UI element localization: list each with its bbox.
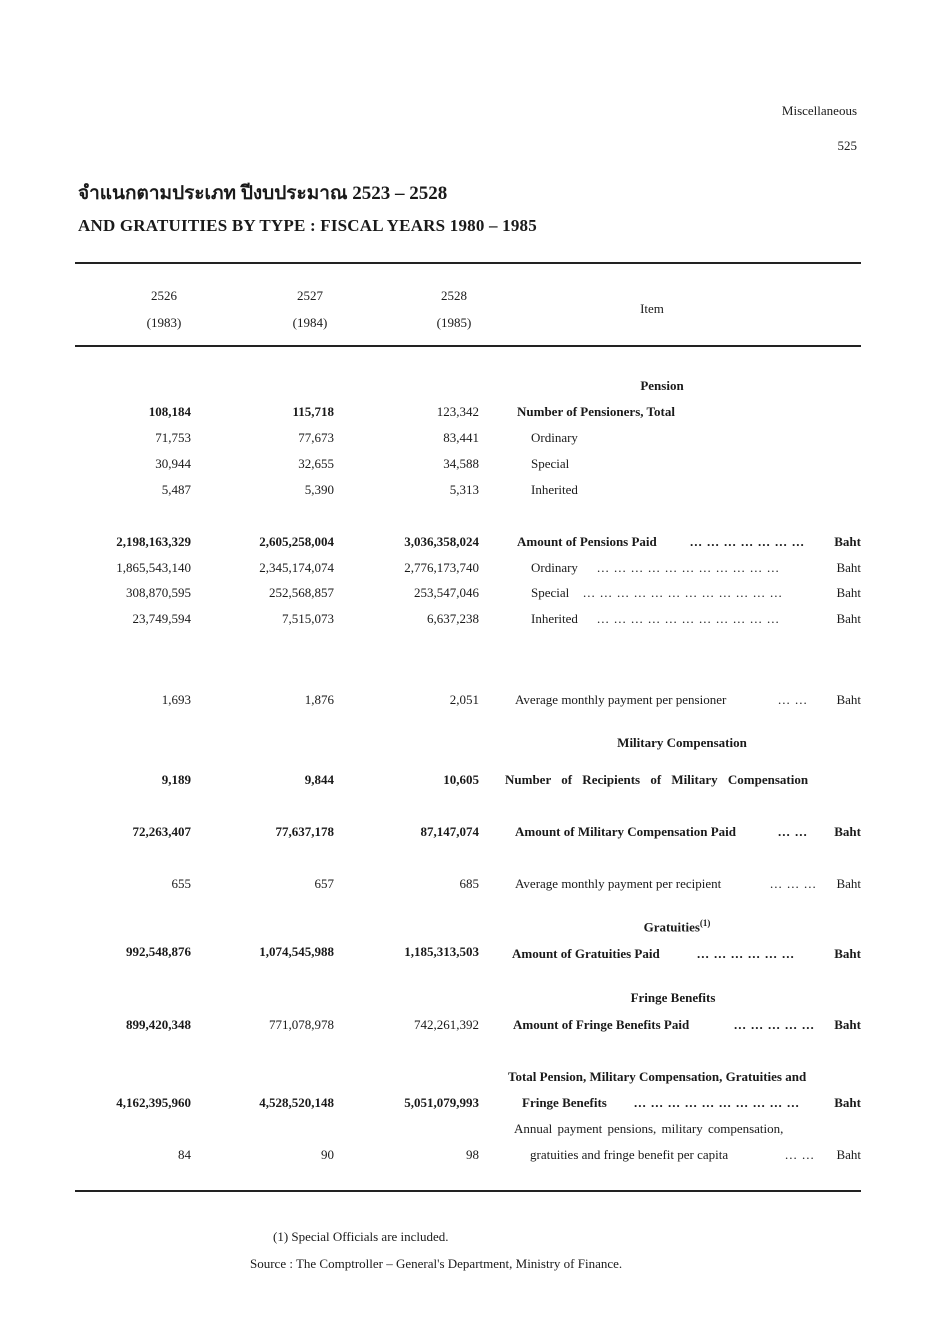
leader-dots: ... ... ... ... ... ... ... ... ... ... ... [597, 611, 780, 626]
cell-2527: 657 [314, 876, 334, 891]
section-military-compensation: Military Compensation [617, 735, 747, 750]
row-label: Special [531, 585, 570, 600]
cell-2526: 1,693 [161, 692, 191, 707]
leader-dots: ... ... [778, 692, 808, 707]
top-rule [75, 262, 861, 264]
row-label: Amount of Fringe Benefits Paid [513, 1017, 690, 1032]
unit-label: Baht [834, 534, 861, 549]
unit-label: Baht [836, 611, 861, 626]
row-label: Number of Pensioners, Total [517, 404, 675, 419]
cell-2528: 83,441 [443, 430, 479, 445]
cell-2528: 742,261,392 [414, 1017, 479, 1032]
cell-2528: 1,185,313,503 [404, 944, 479, 959]
unit-label: Baht [836, 585, 861, 600]
cell-2526: 308,870,595 [126, 585, 191, 600]
footnote-1: (1) Special Officials are included. [273, 1229, 449, 1244]
row-label: Inherited [531, 611, 578, 626]
col-header-2528-year: 2528 [441, 288, 467, 303]
cell-2528: 5,313 [449, 482, 479, 497]
cell-2526: 992,548,876 [126, 944, 191, 959]
section-pension: Pension [640, 378, 684, 393]
col-header-2527-ce: (1984) [292, 315, 328, 330]
leader-dots: ... ... ... ... ... ... ... [690, 534, 805, 549]
bottom-rule [75, 1190, 861, 1192]
unit-label: Baht [834, 1095, 861, 1110]
cell-2526: 655 [171, 876, 191, 891]
leader-dots: ... ... [778, 824, 808, 839]
row-label: Average monthly payment per recipient [515, 876, 722, 891]
table-title-thai: จำแนกตามประเภท ปีงบประมาณ 2523 – 2528 [78, 183, 448, 204]
unit-label: Baht [836, 692, 861, 707]
cell-2527: 115,718 [292, 404, 334, 419]
leader-dots: ... ... ... ... ... ... ... ... ... ... [634, 1095, 800, 1110]
cell-2527: 2,605,258,004 [259, 534, 334, 549]
row-label: Ordinary [531, 430, 578, 445]
cell-2527: 77,637,178 [275, 824, 334, 839]
cell-2527: 252,568,857 [269, 585, 334, 600]
row-label: Amount of Military Compensation Paid [515, 824, 736, 839]
cell-2528: 98 [466, 1147, 479, 1162]
cell-2526: 2,198,163,329 [116, 534, 191, 549]
row-label: Amount of Pensions Paid [517, 534, 657, 549]
row-label: Number of Recipients of Military Compensation [505, 772, 809, 787]
leader-dots: ... ... ... ... ... [734, 1017, 815, 1032]
cell-2527: 77,673 [298, 430, 334, 445]
cell-2526: 108,184 [148, 404, 191, 419]
footnote-marker: (1) [699, 918, 711, 928]
cell-2526: 9,189 [161, 772, 191, 787]
leader-dots: ... ... ... ... ... ... ... ... ... ... ... [597, 560, 780, 575]
row-label-line2: gratuities and fringe benefit per capita [530, 1147, 729, 1162]
cell-2526: 84 [178, 1147, 191, 1162]
cell-2526: 5,487 [161, 482, 191, 497]
section-gratuities [632, 918, 722, 935]
unit-label: Baht [836, 1147, 861, 1162]
col-header-2526-year: 2526 [151, 288, 177, 303]
unit-label: Baht [836, 876, 861, 891]
row-label: Average monthly payment per pensioner [515, 692, 727, 707]
cell-2526: 72,263,407 [132, 824, 191, 839]
cell-2527: 1,074,545,988 [259, 944, 334, 959]
cell-2526: 1,865,543,140 [116, 560, 191, 575]
cell-2528: 6,637,238 [427, 611, 479, 626]
table-title-english: AND GRATUITIES BY TYPE : FISCAL YEARS 1980 – 1985 [78, 216, 537, 235]
cell-2527: 90 [321, 1147, 334, 1162]
source-note: Source : The Comptroller – General's Department, Ministry of Finance. [250, 1256, 623, 1271]
row-label-line2: Fringe Benefits [522, 1095, 607, 1110]
row-label: Special [531, 456, 570, 471]
cell-2526: 71,753 [155, 430, 191, 445]
cell-2527: 7,515,073 [282, 611, 334, 626]
cell-2527: 2,345,174,074 [259, 560, 334, 575]
page-number: 525 [837, 138, 857, 153]
cell-2527: 9,844 [304, 772, 334, 787]
row-label: Ordinary [531, 560, 578, 575]
cell-2528: 5,051,079,993 [404, 1095, 479, 1110]
cell-2526: 23,749,594 [132, 611, 191, 626]
cell-2528: 2,776,173,740 [404, 560, 479, 575]
row-label: Inherited [531, 482, 578, 497]
leader-dots: ... ... ... ... ... ... [697, 946, 795, 961]
cell-2527: 771,078,978 [269, 1017, 334, 1032]
col-header-2527-year: 2527 [297, 288, 323, 303]
leader-dots: ... ... ... ... ... ... ... ... ... ... ... ... [583, 585, 783, 600]
cell-2527: 32,655 [298, 456, 334, 471]
unit-label: Baht [834, 946, 861, 961]
cell-2527: 5,390 [304, 482, 334, 497]
col-header-2526-ce: (1983) [146, 315, 182, 330]
unit-label: Baht [834, 824, 861, 839]
cell-2528: 123,342 [436, 404, 479, 419]
cell-2528: 685 [459, 876, 479, 891]
section-name: Miscellaneous [781, 103, 857, 118]
section-fringe-benefits: Fringe Benefits [630, 990, 716, 1005]
header-rule [75, 345, 861, 347]
cell-2528: 253,547,046 [414, 585, 479, 600]
cell-2527: 4,528,520,148 [259, 1095, 334, 1110]
cell-2526: 4,162,395,960 [116, 1095, 191, 1110]
unit-label: Baht [834, 1017, 861, 1032]
cell-2526: 30,944 [155, 456, 191, 471]
leader-dots: ... ... [785, 1147, 815, 1162]
section-gratuities-label: Gratuities [643, 919, 700, 935]
row-label-line1: Total Pension, Military Compensation, Gratuities and [508, 1069, 807, 1084]
col-header-2528-ce: (1985) [436, 315, 472, 330]
cell-2528: 2,051 [449, 692, 479, 707]
row-label-line1: Annual payment pensions, military compensation, [514, 1121, 784, 1136]
cell-2528: 10,605 [443, 772, 479, 787]
cell-2528: 87,147,074 [420, 824, 479, 839]
unit-label: Baht [836, 560, 861, 575]
row-label: Amount of Gratuities Paid [512, 946, 660, 961]
cell-2528: 34,588 [443, 456, 479, 471]
cell-2528: 3,036,358,024 [404, 534, 479, 549]
leader-dots: ... ... ... [770, 876, 817, 891]
cell-2526: 899,420,348 [126, 1017, 191, 1032]
col-header-item: Item [640, 301, 664, 316]
cell-2527: 1,876 [304, 692, 334, 707]
